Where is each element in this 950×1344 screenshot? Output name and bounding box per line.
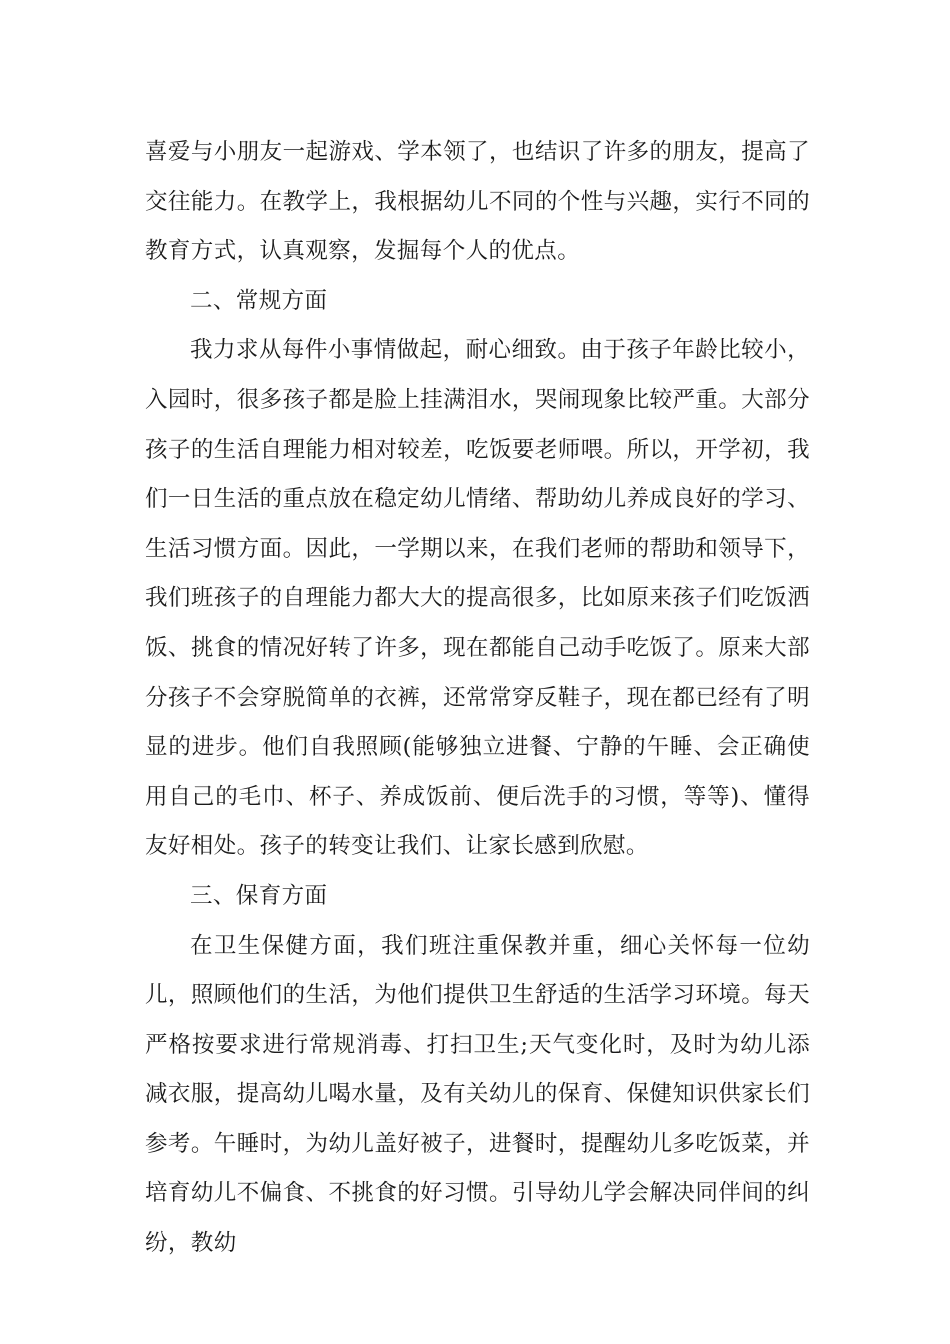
paragraph-routine: 我力求从每件小事情做起，耐心细致。由于孩子年龄比较小，入园时，很多孩子都是脸上挂满泪水，哭闹现象比较严重。大部分孩子的生活自理能力相对较差，吃饭要老师喂。所以，开学初，我们一日生活的重点放在稳定幼儿情绪、帮助幼儿养成良好的学习、生活习惯方面。因此，一学期以来，在我们老师的帮助和领导下，我们班孩子的自理能力都大大的提高很多，比如原来孩子们吃饭洒饭、挑食的情况好转了许多，现在都能自己动手吃饭了。原来大部分孩子不会穿脱简单的衣裤，还常常穿反鞋子，现在都已经有了明显的进步。他们自我照顾(能够独立进餐、宁静的午睡、会正确使用自己的毛巾、杯子、养成饭前、便后洗手的习惯，等等)、懂得友好相处。孩子的转变让我们、让家长感到欣慰。 xyxy=(145,337,810,860)
paragraph-intro-continued: 喜爱与小朋友一起游戏、学本领了，也结识了许多的朋友，提高了交往能力。在教学上，我根据幼儿不同的个性与兴趣，实行不同的教育方式，认真观察，发掘每个人的优点。 xyxy=(145,139,810,265)
paragraph-care: 在卫生保健方面，我们班注重保教并重，细心关怀每一位幼儿，照顾他们的生活，为他们提供卫生舒适的生活学习环境。每天严格按要求进行常规消毒、打扫卫生;天气变化时，及时为幼儿添减衣服，提高幼儿喝水量，及有关幼儿的保育、保健知识供家长们参考。午睡时，为幼儿盖好被子，进餐时，提醒幼儿多吃饭菜，并培育幼儿不偏食、不挑食的好习惯。引导幼儿学会解决同伴间的纠纷，教幼 xyxy=(145,932,810,1257)
section-heading-routine: 二、常规方面 xyxy=(190,287,328,314)
document-body xyxy=(145,128,810,1269)
section-heading-care: 三、保育方面 xyxy=(190,882,328,909)
